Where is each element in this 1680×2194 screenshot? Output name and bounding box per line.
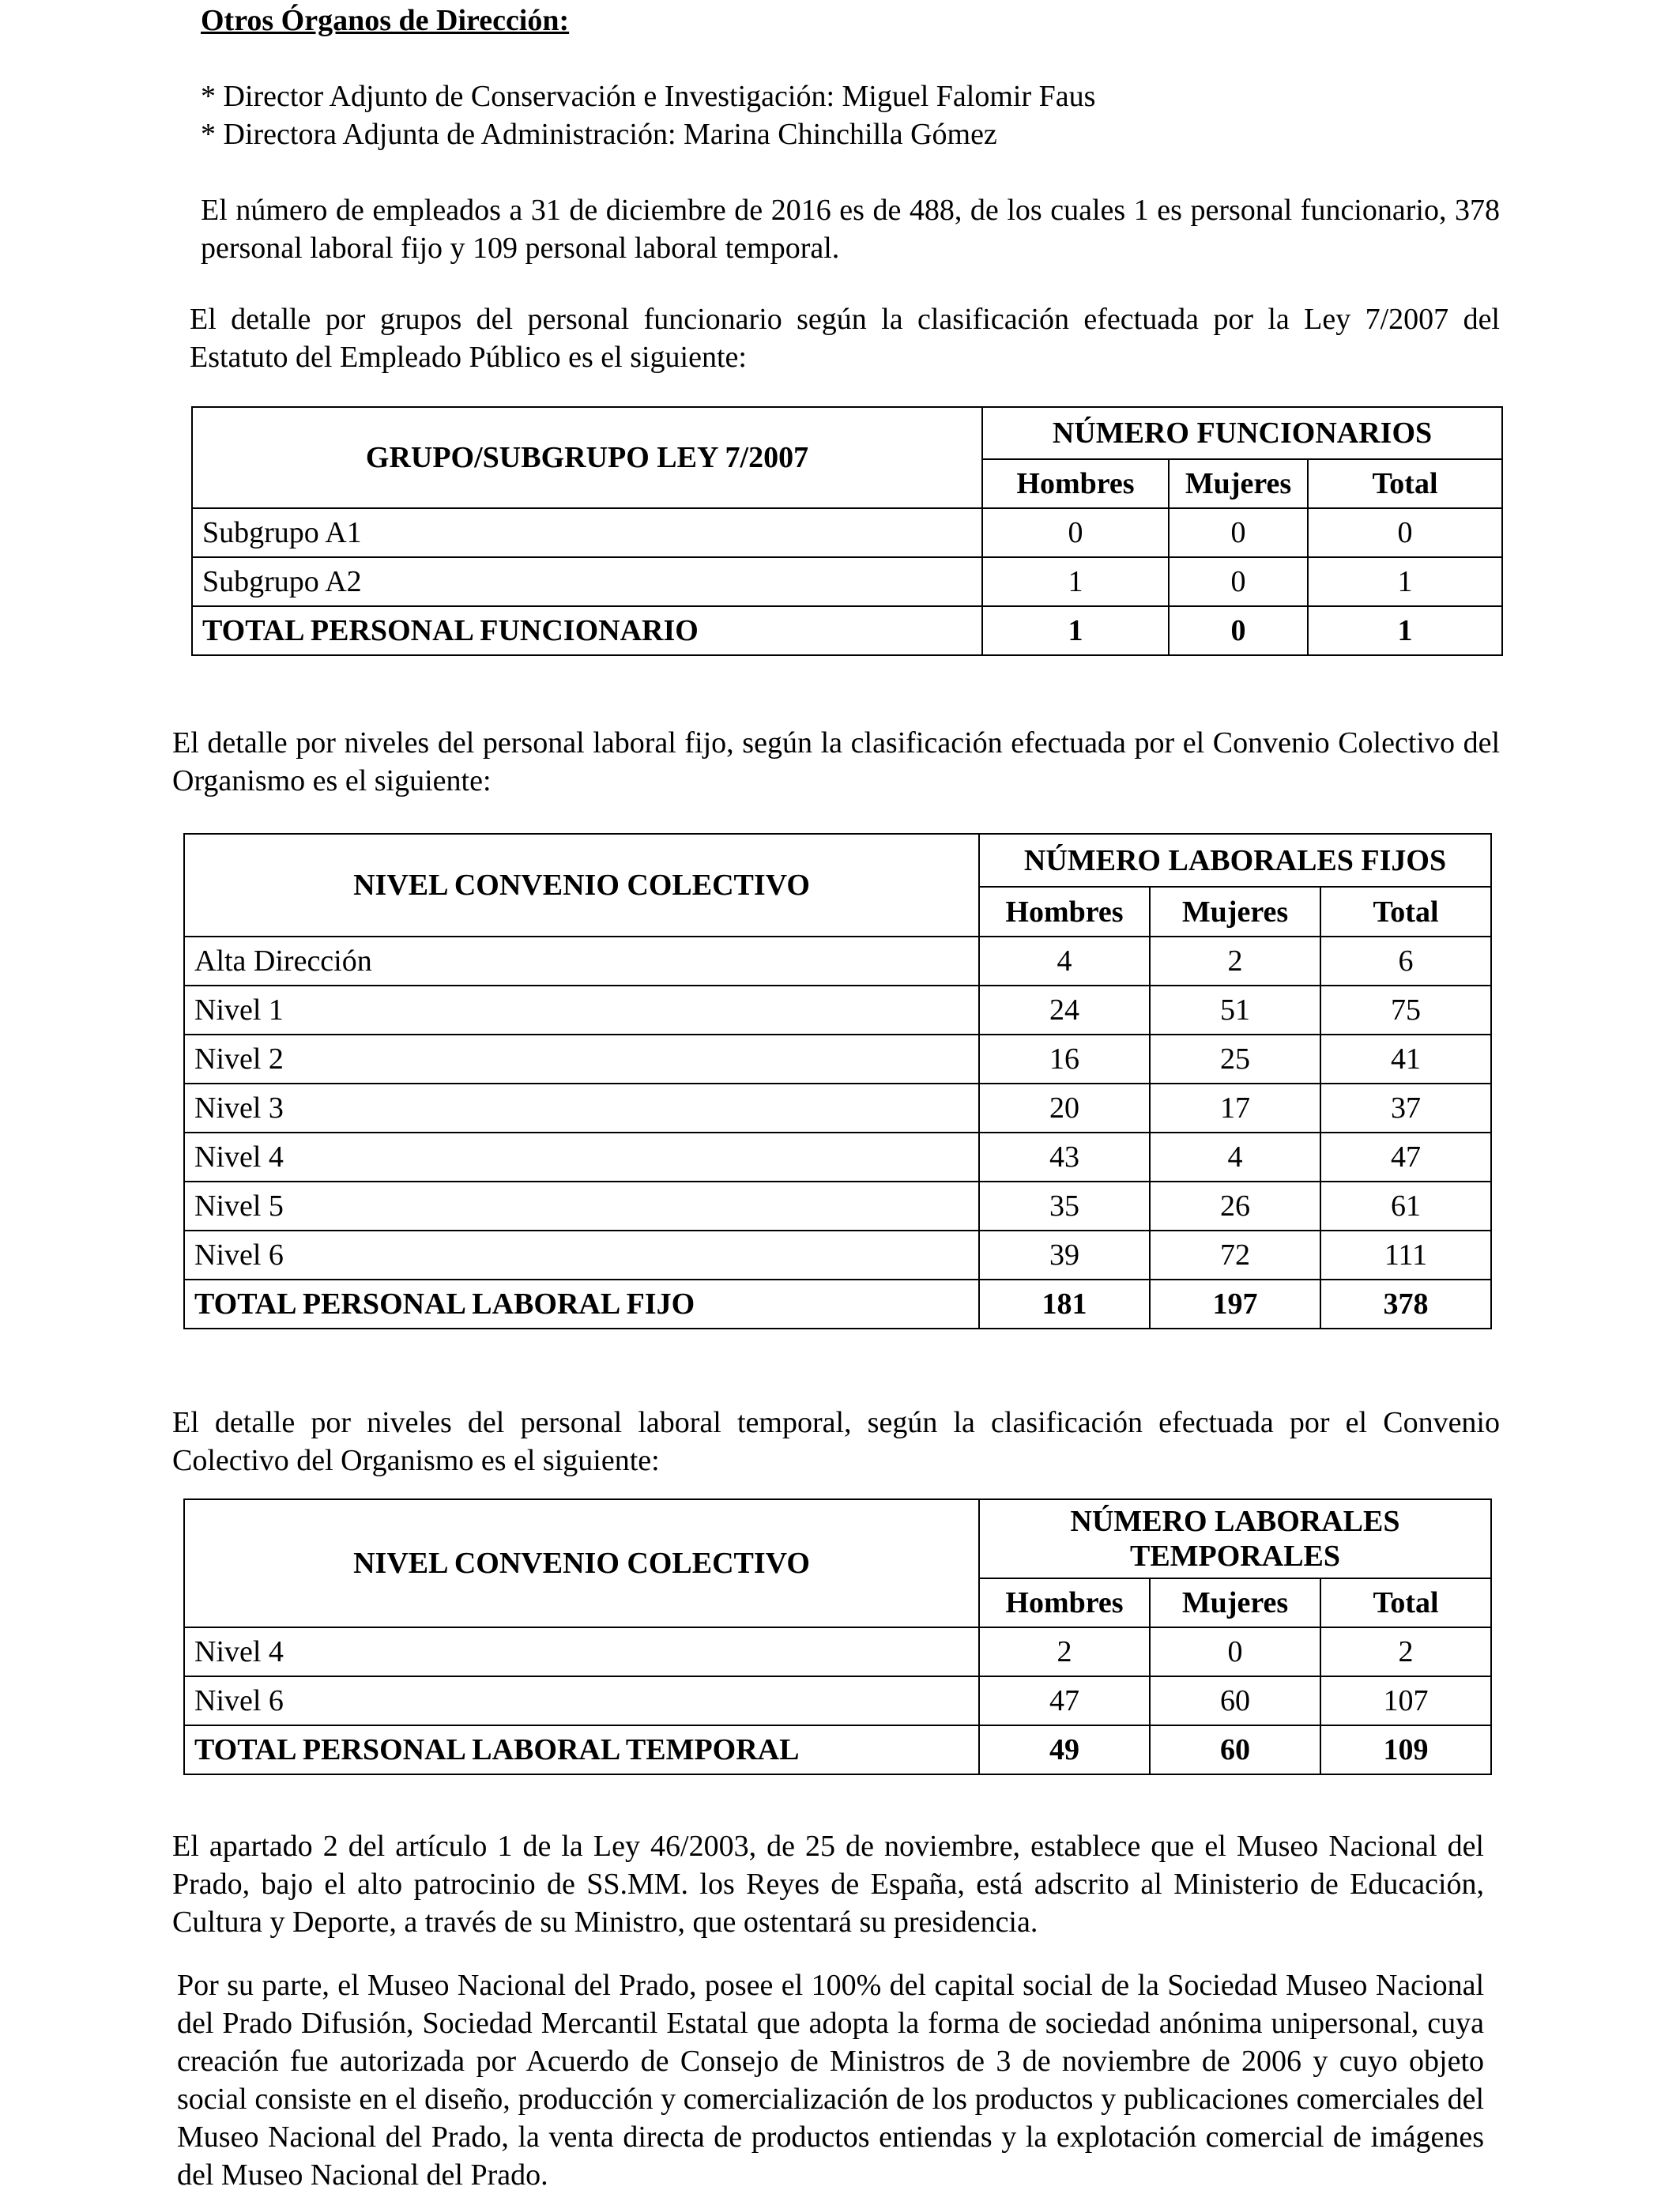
group-header: NÚMERO FUNCIONARIOS bbox=[982, 407, 1502, 459]
cell-hombres: 4 bbox=[979, 937, 1150, 986]
cell-total: 47 bbox=[1320, 1133, 1491, 1182]
directora-adjunta-line: * Directora Adjunta de Administración: Marina Chinchilla Gómez bbox=[201, 118, 997, 151]
section-heading: Otros Órganos de Dirección: bbox=[201, 4, 570, 37]
cell-mujeres: 0 bbox=[1169, 557, 1308, 606]
cell-mujeres: 51 bbox=[1150, 986, 1320, 1035]
row-label: Nivel 1 bbox=[184, 986, 979, 1035]
cell-mujeres: 0 bbox=[1150, 1627, 1320, 1676]
table-row bbox=[184, 1084, 1491, 1133]
table-header-row bbox=[184, 1499, 1491, 1578]
table-row bbox=[184, 1676, 1491, 1725]
subheader-hombres: Hombres bbox=[979, 887, 1150, 937]
total-hombres: 181 bbox=[979, 1280, 1150, 1329]
table-row bbox=[184, 1231, 1491, 1280]
row-label: Nivel 6 bbox=[184, 1231, 979, 1280]
total-hombres: 49 bbox=[979, 1725, 1150, 1774]
cell-mujeres: 17 bbox=[1150, 1084, 1320, 1133]
subheader-hombres: Hombres bbox=[982, 459, 1169, 508]
total-mujeres: 0 bbox=[1169, 606, 1308, 655]
ley-paragraph: El apartado 2 del artículo 1 de la Ley 46/2003, de 25 de noviembre, establece que el Museo Nacional del Prado, bajo el alto patrocinio de SS.MM. los Reyes de España, está adscrito al Ministerio de Educación, Cultura y Deporte, a través de su Ministro, que ostentará su presidencia. bbox=[172, 1830, 1484, 1939]
cell-mujeres: 25 bbox=[1150, 1035, 1320, 1084]
row-label: Nivel 6 bbox=[184, 1676, 979, 1725]
cell-mujeres: 2 bbox=[1150, 937, 1320, 986]
row-label: Alta Dirección bbox=[184, 937, 979, 986]
subheader-total: Total bbox=[1320, 1578, 1491, 1627]
total-total: 378 bbox=[1320, 1280, 1491, 1329]
row-label: Subgrupo A1 bbox=[192, 508, 982, 557]
cell-hombres: 0 bbox=[982, 508, 1169, 557]
row-label: Nivel 4 bbox=[184, 1133, 979, 1182]
total-label: TOTAL PERSONAL FUNCIONARIO bbox=[192, 606, 982, 655]
column-header: GRUPO/SUBGRUPO LEY 7/2007 bbox=[192, 407, 982, 508]
table-total-row bbox=[192, 606, 1502, 655]
table-row bbox=[184, 1035, 1491, 1084]
cell-mujeres: 0 bbox=[1169, 508, 1308, 557]
cell-mujeres: 72 bbox=[1150, 1231, 1320, 1280]
subheader-mujeres: Mujeres bbox=[1150, 887, 1320, 937]
subheader-total: Total bbox=[1320, 887, 1491, 937]
total-label: TOTAL PERSONAL LABORAL TEMPORAL bbox=[184, 1725, 979, 1774]
table-total-row bbox=[184, 1280, 1491, 1329]
cell-total: 61 bbox=[1320, 1182, 1491, 1231]
row-label: Nivel 4 bbox=[184, 1627, 979, 1676]
sociedad-paragraph: Por su parte, el Museo Nacional del Prado, posee el 100% del capital social de la Sociedad Museo Nacional del Prado Difusión, Sociedad Mercantil Estatal que adopta la forma de sociedad anónima unipersonal, cuya creación fue autorizada por Acuerdo de Consejo de Ministros de 3 de noviembre de 2006 y cuyo objeto social consiste en el diseño, producción y comercialización de los productos y publicaciones comerciales del Museo Nacional del Prado, la venta directa de productos entiendas y la explotación comercial de imágenes del Museo Nacional del Prado. bbox=[177, 1969, 1484, 2192]
total-mujeres: 60 bbox=[1150, 1725, 1320, 1774]
table-row bbox=[192, 557, 1502, 606]
cell-hombres: 2 bbox=[979, 1627, 1150, 1676]
cell-mujeres: 4 bbox=[1150, 1133, 1320, 1182]
column-header: NIVEL CONVENIO COLECTIVO bbox=[184, 1499, 979, 1627]
total-hombres: 1 bbox=[982, 606, 1169, 655]
row-label: Subgrupo A2 bbox=[192, 557, 982, 606]
subheader-total: Total bbox=[1308, 459, 1502, 508]
cell-total: 2 bbox=[1320, 1627, 1491, 1676]
cell-hombres: 35 bbox=[979, 1182, 1150, 1231]
table-header-row bbox=[184, 834, 1491, 887]
fijo-paragraph: El detalle por niveles del personal laboral fijo, según la clasificación efectuada por el Convenio Colectivo del Organismo es el siguiente: bbox=[172, 726, 1500, 797]
cell-total: 111 bbox=[1320, 1231, 1491, 1280]
cell-mujeres: 26 bbox=[1150, 1182, 1320, 1231]
column-header: NIVEL CONVENIO COLECTIVO bbox=[184, 834, 979, 937]
table-total-row bbox=[184, 1725, 1491, 1774]
cell-hombres: 39 bbox=[979, 1231, 1150, 1280]
table-row bbox=[184, 937, 1491, 986]
total-total: 109 bbox=[1320, 1725, 1491, 1774]
cell-total: 107 bbox=[1320, 1676, 1491, 1725]
table-row bbox=[184, 1133, 1491, 1182]
cell-mujeres: 60 bbox=[1150, 1676, 1320, 1725]
group-header: NÚMERO LABORALES FIJOS bbox=[979, 834, 1491, 887]
table-row bbox=[192, 508, 1502, 557]
funcionario-paragraph: El detalle por grupos del personal funcionario según la clasificación efectuada por la Ley 7/2007 del Estatuto del Empleado Público es el siguiente: bbox=[190, 303, 1500, 374]
total-total: 1 bbox=[1308, 606, 1502, 655]
funcionarios-table bbox=[191, 406, 1503, 656]
cell-total: 6 bbox=[1320, 937, 1491, 986]
temporal-paragraph: El detalle por niveles del personal laboral temporal, según la clasificación efectuada por el Convenio Colectivo del Organismo es el siguiente: bbox=[172, 1406, 1500, 1477]
cell-total: 37 bbox=[1320, 1084, 1491, 1133]
table-row bbox=[184, 1627, 1491, 1676]
group-header: NÚMERO LABORALES TEMPORALES bbox=[979, 1499, 1491, 1578]
cell-total: 0 bbox=[1308, 508, 1502, 557]
total-label: TOTAL PERSONAL LABORAL FIJO bbox=[184, 1280, 979, 1329]
cell-hombres: 16 bbox=[979, 1035, 1150, 1084]
row-label: Nivel 5 bbox=[184, 1182, 979, 1231]
subheader-mujeres: Mujeres bbox=[1169, 459, 1308, 508]
employees-paragraph: El número de empleados a 31 de diciembre de 2016 es de 488, de los cuales 1 es personal funcionario, 378 personal laboral fijo y 109 personal laboral temporal. bbox=[201, 194, 1500, 265]
cell-total: 1 bbox=[1308, 557, 1502, 606]
subheader-hombres: Hombres bbox=[979, 1578, 1150, 1627]
cell-hombres: 20 bbox=[979, 1084, 1150, 1133]
cell-hombres: 1 bbox=[982, 557, 1169, 606]
row-label: Nivel 2 bbox=[184, 1035, 979, 1084]
subheader-mujeres: Mujeres bbox=[1150, 1578, 1320, 1627]
table-header-row bbox=[192, 407, 1502, 459]
row-label: Nivel 3 bbox=[184, 1084, 979, 1133]
table-row bbox=[184, 1182, 1491, 1231]
cell-total: 41 bbox=[1320, 1035, 1491, 1084]
director-adjunto-line: * Director Adjunto de Conservación e Investigación: Miguel Falomir Faus bbox=[201, 80, 1096, 113]
total-mujeres: 197 bbox=[1150, 1280, 1320, 1329]
cell-hombres: 43 bbox=[979, 1133, 1150, 1182]
laborales-fijos-table bbox=[183, 833, 1492, 1329]
cell-total: 75 bbox=[1320, 986, 1491, 1035]
cell-hombres: 47 bbox=[979, 1676, 1150, 1725]
laborales-temporales-table bbox=[183, 1498, 1492, 1775]
table-row bbox=[184, 986, 1491, 1035]
cell-hombres: 24 bbox=[979, 986, 1150, 1035]
